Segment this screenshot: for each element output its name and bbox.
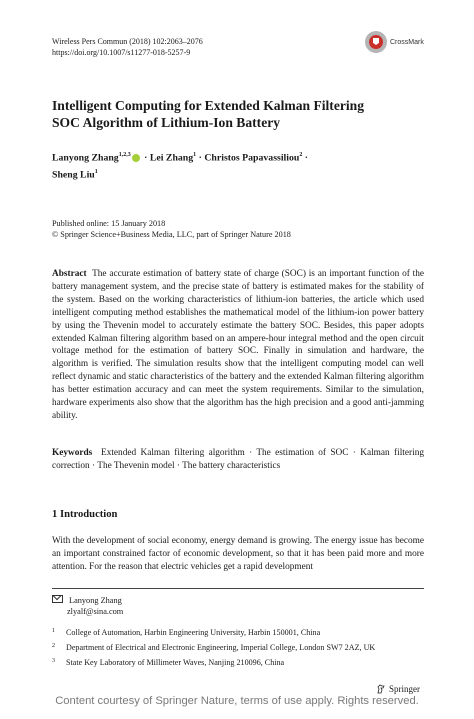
- affiliation-1: [52, 626, 432, 638]
- doi-link[interactable]: https://doi.org/10.1007/s11277-018-5257-9: [52, 48, 191, 57]
- affiliation-number: 3: [52, 658, 55, 664]
- affiliation-3: [52, 656, 432, 668]
- corresponding-author-email[interactable]: zlyalf@sina.com: [67, 607, 124, 616]
- affiliation-text: Department of Electrical and Electronic Engineering, Imperial College, London SW7 2AZ, UK: [66, 643, 376, 652]
- affiliation-2: [52, 641, 432, 653]
- author-name[interactable]: Lanyong Zhang: [52, 152, 119, 164]
- author-list: [52, 148, 432, 183]
- crossmark-label: CrossMark: [390, 38, 424, 46]
- orcid-icon[interactable]: [132, 154, 140, 162]
- springer-horse-icon: [376, 684, 386, 694]
- envelope-icon: [52, 595, 63, 603]
- abstract-label: Abstract: [52, 269, 87, 279]
- publisher-name: Springer: [389, 684, 420, 694]
- published-date: Published online: 15 January 2018: [52, 219, 166, 228]
- author-affiliation-marker: 1,2,3: [118, 152, 131, 158]
- publication-info: [52, 218, 291, 240]
- crossmark-button[interactable]: [365, 30, 427, 54]
- keywords-section: [52, 447, 424, 473]
- affiliation-number: 1: [52, 628, 55, 634]
- author-name[interactable]: Lei Zhang: [149, 152, 194, 164]
- author-name[interactable]: Sheng Liu: [52, 169, 95, 181]
- abstract-text: The accurate estimation of battery state of charge (SOC) is an important function of the battery management system, and the precise state of battery is estimated makes for the stability of the system. Based on the working characteristics of lithium-ion batteries, the article which used intelligent computing method establishes the mathematical model of the lithium-ion power battery by using the Thevenin model to accurately estimate the battery SOC. Besides, this paper adopts extended Kalman filtering algorithm based on an ampere-hour integral method and the open circuit voltage method for the estimation of battery SOC. Finally in simulation and hardware, the algorithm is verified. The simulation results show that the intelligent computing model can well reflect dynamic and static characteristics of the battery and the extended Kalman filtering algorithm has better estimation accuracy and can meet the system requirements. Similar to the simulation, hardware experiments also show that the algorithm has the high precision and a good anti-jamming ability.: [52, 269, 424, 421]
- abstract-section: [52, 268, 424, 423]
- springer-logo: [376, 684, 420, 694]
- affiliation-text: College of Automation, Harbin Engineering University, Harbin 150001, China: [66, 628, 321, 637]
- copyright-line: © Springer Science+Business Media, LLC, part of Springer Nature 2018: [52, 230, 291, 239]
- crossmark-icon: [365, 31, 387, 53]
- title-line-2: SOC Algorithm of Lithium-Ion Battery: [52, 115, 281, 130]
- introduction-paragraph: With the development of social economy, energy demand is growing. The energy issue has become an important constrained factor of economic development, so that it has been paid more and more attention. For the reason that electric vehicles get a rapid development: [52, 536, 424, 572]
- footnote-divider: [52, 588, 424, 589]
- journal-citation: Wireless Pers Commun (2018) 102:2063–2076: [52, 37, 203, 46]
- keywords-text: Extended Kalman filtering algorithm · The estimation of SOC · Kalman filtering correction · The Thevenin model · The battery characteristics: [52, 448, 424, 471]
- author-separator: ·: [196, 152, 205, 164]
- author-affiliation-marker: 2: [299, 152, 303, 158]
- author-affiliation-marker: 1: [94, 169, 98, 176]
- journal-header: [52, 36, 203, 58]
- section-heading-introduction: 1 Introduction: [52, 509, 118, 520]
- title-line-1: Intelligent Computing for Extended Kalman Filtering: [52, 98, 365, 113]
- author-affiliation-marker: 1: [193, 152, 197, 158]
- author-separator: ·: [302, 152, 309, 164]
- author-separator: ·: [141, 152, 150, 164]
- courtesy-notice: Content courtesy of Springer Nature, terms of use apply. Rights reserved.: [55, 695, 419, 707]
- corresponding-author: [52, 595, 123, 617]
- affiliation-number: 2: [52, 643, 55, 649]
- paper-title: [52, 97, 432, 131]
- author-name[interactable]: Christos Papavassiliou: [204, 152, 300, 164]
- keywords-label: Keywords: [52, 448, 93, 458]
- affiliation-text: State Key Laboratory of Millimeter Waves, Nanjing 210096, China: [66, 658, 285, 667]
- corresponding-author-name: Lanyong Zhang: [69, 596, 122, 605]
